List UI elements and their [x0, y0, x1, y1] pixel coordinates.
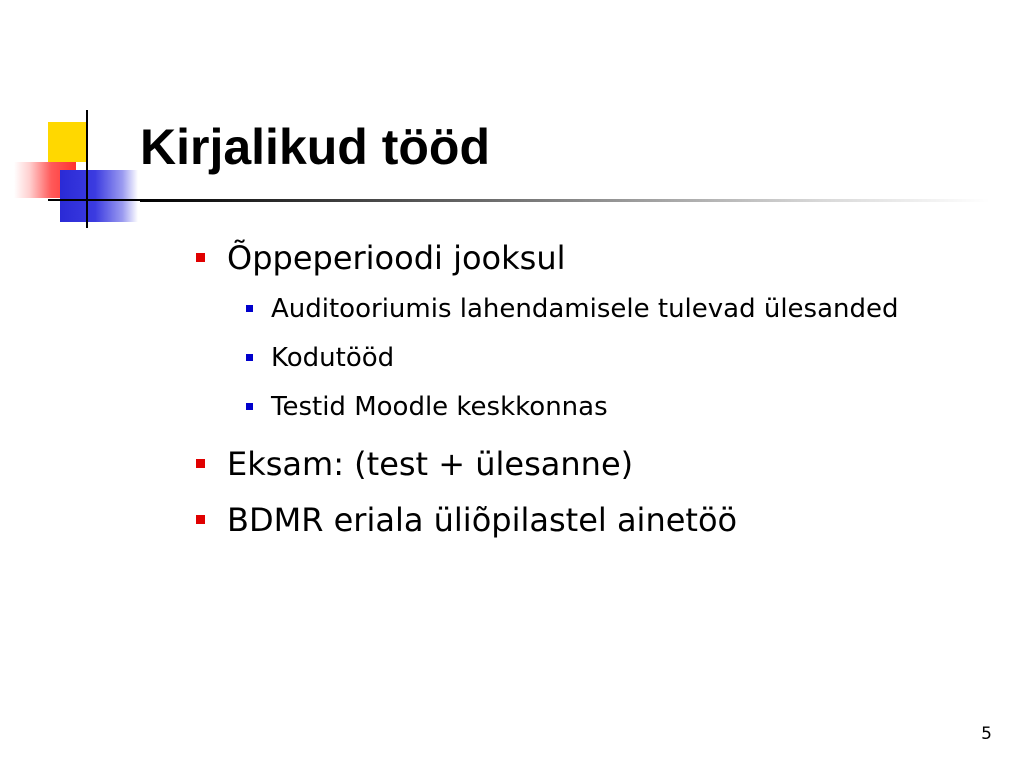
sub-bullet-square-icon: [246, 305, 253, 312]
bullet-text: BDMR eriala üliõpilastel ainetöö: [227, 501, 738, 539]
bullet-text: Eksam: (test + ülesanne): [227, 445, 634, 483]
sub-bullet-square-icon: [246, 403, 253, 410]
sub-bullet-square-icon: [246, 354, 253, 361]
logo-horizontal-line: [48, 199, 140, 201]
sub-bullet-text: Testid Moodle keskkonnas: [271, 392, 608, 422]
logo-blue-square: [60, 170, 138, 222]
sub-bullet-text: Kodutööd: [271, 343, 395, 373]
bullet-square-icon: [196, 459, 205, 468]
slide-number: 5: [981, 724, 992, 744]
logo-yellow-square: [48, 122, 88, 162]
bullet-square-icon: [196, 515, 205, 524]
bullet-square-icon: [196, 253, 205, 262]
slide-title: Kirjalikud tööd: [140, 119, 490, 175]
sub-bullet-text: Auditooriumis lahendamisele tulevad ülesanded: [271, 294, 899, 324]
bullet-text: Õppeperioodi jooksul: [227, 239, 566, 277]
logo-vertical-line: [86, 110, 88, 228]
title-underline: [140, 199, 990, 202]
